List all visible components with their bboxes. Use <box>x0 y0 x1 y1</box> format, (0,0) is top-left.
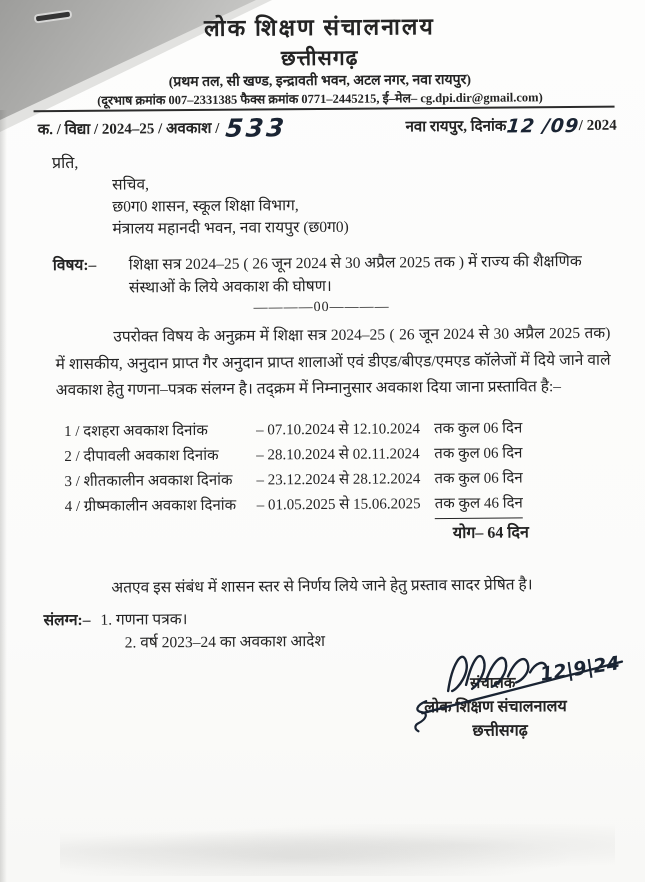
addressee-line: छ0ग0 शासन, स्कूल शिक्षा विभाग, <box>112 197 299 216</box>
enclosure-item: 2. वर्ष 2023–24 का अवकाश आदेश <box>124 632 326 652</box>
reference-prefix: क. / विद्या / 2024–25 / अवकाश / <box>37 120 220 139</box>
signature-block <box>408 638 637 765</box>
grand-total: योग– 64 दिन <box>452 523 529 542</box>
designation: संचालक <box>470 675 516 692</box>
subject-label: विषय:– <box>52 256 97 275</box>
reference-number <box>38 113 287 144</box>
separator: ————00———— <box>253 299 390 316</box>
holiday-dates: – 23.12.2024 से 28.12.2024 <box>256 470 421 489</box>
holiday-total-underlined: तक कुल 46 दिन <box>435 491 523 519</box>
handwritten-date: 12 /09 <box>505 114 580 138</box>
addressee-block <box>112 170 644 240</box>
holiday-name: 4 / ग्रीष्मकालीन अवकाश दिनांक <box>64 497 237 515</box>
handwritten-signature-date: 12|9|24 <box>538 652 622 686</box>
holiday-total: तक कुल 06 दिन <box>434 469 523 487</box>
holiday-name: 1 / दशहरा अवकाश दिनांक <box>64 422 208 440</box>
subject-block <box>53 250 614 300</box>
holiday-list <box>64 415 645 522</box>
holiday-name: 3 / शीतकालीन अवकाश दिनांक <box>64 472 233 490</box>
org-address: (प्रथम तल, सी खण्ड, इन्द्रावती भवन, अटल नगर, नवा रायपुर) <box>168 72 472 91</box>
holiday-total: तक कुल 06 दिन <box>434 419 523 437</box>
holiday-dates: – 28.10.2024 से 02.11.2024 <box>256 445 420 464</box>
holiday-dates: – 07.10.2024 से 12.10.2024 <box>256 420 421 439</box>
date-year: / 2024 <box>578 117 617 134</box>
list-item <box>65 490 645 522</box>
org-state: छत्तीसगढ़ <box>280 45 359 71</box>
holiday-dates: – 01.05.2025 से 15.06.2025 <box>256 495 421 513</box>
enclosure-label: संलग्न:– <box>43 611 91 630</box>
body-paragraph: उपरोक्त विषय के अनुक्रम में शिक्षा सत्र 2024–25 ( 26 जून 2024 से 30 अप्रैल 2025 तक) में शासकीय, अनुदान प्राप्त गैर अनुदान प्राप्त शालाओं एवं डीएड/बीएड/एमएड कॉलेजों में दिये जाने वाले अवकाश हेतु गणना–पत्रक संलग्न है। तद्क्रम में निम्नानुसार अवकाश दिया जाना प्रस्तावित है:– <box>55 324 611 400</box>
place-date-label: नवा रायपुर, दिनांक <box>405 118 507 136</box>
addressee-line: मंत्रालय महानदी भवन, नवा रायपुर (छ0ग0) <box>112 218 349 238</box>
place-date <box>405 115 616 139</box>
holiday-total: तक कुल 06 दिन <box>434 444 523 462</box>
signature-org-name: लोक शिक्षण संचालनालय <box>424 698 567 717</box>
closing-paragraph: अतएव इस संबंध में शासन स्तर से निर्णय लिये जाने हेतु प्रस्ताव सादर प्रेषित है। <box>111 575 533 597</box>
org-contact: (दूरभाष क्रमांक 007–2331385 फैक्स क्रमांक 0771–2445215, ई–मेल– cg.dpi.dir@gmail.com) <box>97 90 543 108</box>
signature-org-state: छत्तीसगढ़ <box>472 722 528 740</box>
addressee-line: सचिव, <box>112 176 150 194</box>
holiday-name: 2 / दीपावली अवकाश दिनांक <box>64 447 219 465</box>
reference-line <box>38 111 617 143</box>
enclosure-item: 1. गणना पत्रक। <box>100 611 188 629</box>
subject-text: शिक्षा सत्र 2024–25 ( 26 जून 2024 से 30 अप्रैल 2025 तक ) में राज्य की शैक्षणिक संस्थाओं के लिये अवकाश की घोषण। <box>128 252 582 297</box>
org-name: लोक शिक्षण संचालनालय <box>203 14 435 41</box>
handwritten-ref-number: 533 <box>223 113 288 143</box>
to-label: प्रति, <box>51 154 79 173</box>
